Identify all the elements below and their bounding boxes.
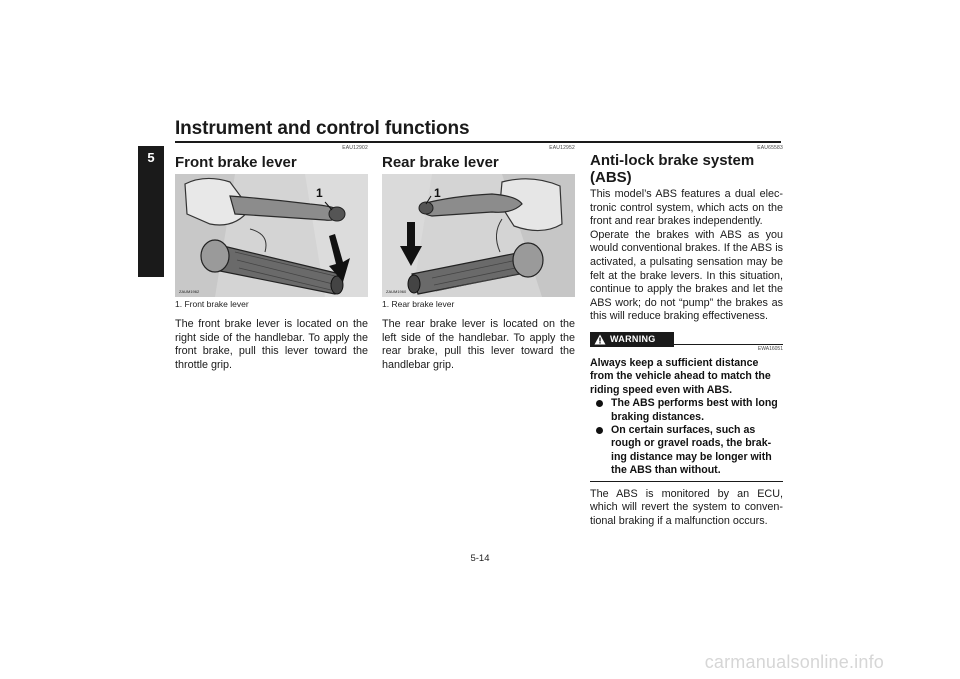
figure-callout: 1: [434, 186, 441, 200]
section-front-brake-lever: [175, 145, 368, 372]
watermark-link[interactable]: carmanualsonline.info: [704, 652, 884, 672]
warning-code: EWA16051: [757, 345, 783, 352]
paragraph: Operate the brakes with ABS as you would conventional brakes. If the ABS is activated, a pulsating sensation may be felt at the brake levers. In this situation, continue to apply the brakes and let the ABS work; do not “pump” the brakes as this will reduce braking effectiveness.: [590, 228, 783, 323]
section-title: Front brake lever: [175, 154, 297, 171]
warning-list-item: [590, 424, 783, 478]
warning-list: [590, 397, 783, 477]
warning-triangle-icon: [594, 334, 606, 345]
figure-caption: 1. Front brake lever: [175, 299, 249, 309]
paragraph: The front brake lever is located on the right side of the handlebar. To apply the front brake, pull this lever toward the throttle grip.: [175, 318, 368, 371]
rear-brake-lever-illustration: [382, 174, 575, 297]
section-code: EAU65583: [757, 145, 783, 151]
section-body: [590, 188, 783, 324]
section-code: EAU12952: [549, 145, 575, 151]
section-code: EAU12902: [342, 145, 368, 151]
rear-brake-lever-drawing: [382, 174, 575, 297]
section-abs: [590, 145, 783, 529]
paragraph: This model’s ABS features a dual electronic control system, which acts on the front and rear brakes independently.: [590, 188, 783, 228]
header-rule: [175, 141, 781, 143]
section-body-after-warning: [590, 488, 783, 529]
front-brake-lever-illustration: [175, 174, 368, 297]
figure-code: ZAUM1962: [179, 289, 200, 294]
section-body: [175, 318, 368, 372]
paragraph: The ABS is monitored by an ECU, which will revert the system to conventional braking if a malfunction occurs.: [590, 487, 783, 527]
page-header-title: Instrument and control functions: [175, 118, 470, 139]
section-tab: 5: [138, 146, 164, 277]
warning-badge: [590, 332, 674, 347]
bullet-icon: [596, 427, 603, 434]
front-brake-lever-drawing: [175, 174, 368, 297]
warning-rule: [674, 344, 783, 345]
figure-code: ZAUM1960: [386, 289, 407, 294]
warning-end-rule: [590, 481, 783, 482]
warning-item-text: The ABS performs best with long braking distances.: [611, 397, 778, 423]
paragraph: The rear brake lever is located on the left side of the handlebar. To apply the rear brake, pull this lever toward the handlebar grip.: [382, 318, 575, 371]
warning-header: [590, 332, 783, 346]
warning-list-item: [590, 397, 783, 424]
page-number: 5-14: [470, 553, 490, 564]
section-title: Rear brake lever: [382, 154, 499, 171]
warning-text: Always keep a sufficient distance from the vehicle ahead to match the riding speed even with ABS.: [590, 356, 771, 396]
bullet-icon: [596, 400, 603, 407]
warning-label: WARNING: [610, 334, 656, 345]
warning-item-text: On certain surfaces, such as rough or gravel roads, the braking distance may be longer with the ABS than without.: [611, 423, 772, 477]
section-body: [382, 318, 575, 372]
figure-callout: 1: [316, 186, 323, 200]
figure-caption: 1. Rear brake lever: [382, 299, 455, 309]
section-rear-brake-lever: [382, 145, 575, 372]
section-title: Anti-lock brake system (ABS): [590, 152, 755, 186]
